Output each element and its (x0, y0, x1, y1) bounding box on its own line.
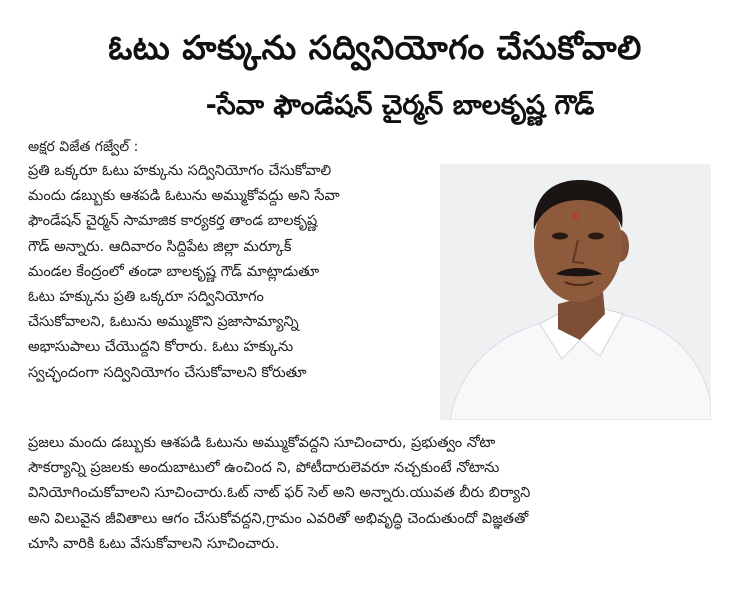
body-text-full-width (28, 431, 718, 557)
body-line: మండల కేంద్రంలో తండా బాలకృష్ణ గౌడ్ మాట్లాడుతూ (28, 263, 320, 280)
portrait-photo (440, 164, 711, 420)
body-text-beside-photo (28, 159, 428, 386)
body-line: మందు డబ్బుకు ఆశపడి ఓటును అమ్ముకోవద్దు అని సేవా (28, 188, 340, 205)
body-line: అని విలువైన జీవితాలు ఆగం చేసుకోవద్దని,గ్రామం ఎవరితో అభివృద్ధి చెందుతుందో విజ్ఞతతో (28, 510, 529, 527)
body-line: అభాసుపాలు చేయొద్దని కోరారు. ఓటు హక్కును (28, 339, 294, 356)
body-line: చూసి వారికి ఓటు వేసుకోవాలని సూచించారు. (28, 535, 280, 552)
body-line: ఓటు హక్కును ప్రతి ఒక్కరూ సద్వినియోగం (28, 289, 264, 306)
right-eye (588, 233, 604, 240)
left-eye (552, 233, 568, 240)
tilak-mark (573, 212, 578, 220)
body-line: వినియోగించుకోవాలని సూచించారు.ఓట్ నాట్ ఫర్ సెల్ అని అన్నారు.యువత బీరు బిర్యాని (28, 485, 531, 502)
body-line: చేసుకోవాలని, ఓటును అమ్ముకొని ప్రజాసామ్యాన్ని (28, 314, 299, 331)
subheadline: -సేవా ఫౌండేషన్ చైర్మన్ బాలకృష్ణ గౌడ్ (205, 90, 595, 122)
body-line: ప్రజలు మందు డబ్బుకు ఆశపడి ఓటును అమ్ముకోవద్దని సూచించారు, ప్రభుత్వం నోటా (28, 435, 496, 451)
body-line: ఫౌండేషన్ చైర్మన్ సామాజిక కార్యకర్త తాండ బాలకృష్ణ (28, 213, 318, 230)
body-line: ప్రతి ఒక్కరూ ఓటు హక్కును సద్వినియోగం చేసుకోవాలి (28, 163, 332, 179)
headline: ఓటు హక్కును సద్వినియోగం చేసుకోవాలి (108, 28, 642, 68)
body-line: సౌకర్యాన్ని ప్రజలకు అందుబాటులో ఉంచింద ని, పోటీదారులెవరూ నచ్చకుంటే నోటాను (28, 460, 500, 477)
portrait-illustration (440, 164, 711, 420)
dateline: అక్షర విజేత గజ్వేల్ : (28, 139, 139, 155)
body-line: గౌడ్ అన్నారు. ఆదివారం సిద్దిపేట జిల్లా మర్కూక్ (28, 238, 292, 255)
body-line: స్వచ్ఛందంగా సద్వినియోగం చేసుకోవాలని కోరుతూ (28, 364, 307, 381)
